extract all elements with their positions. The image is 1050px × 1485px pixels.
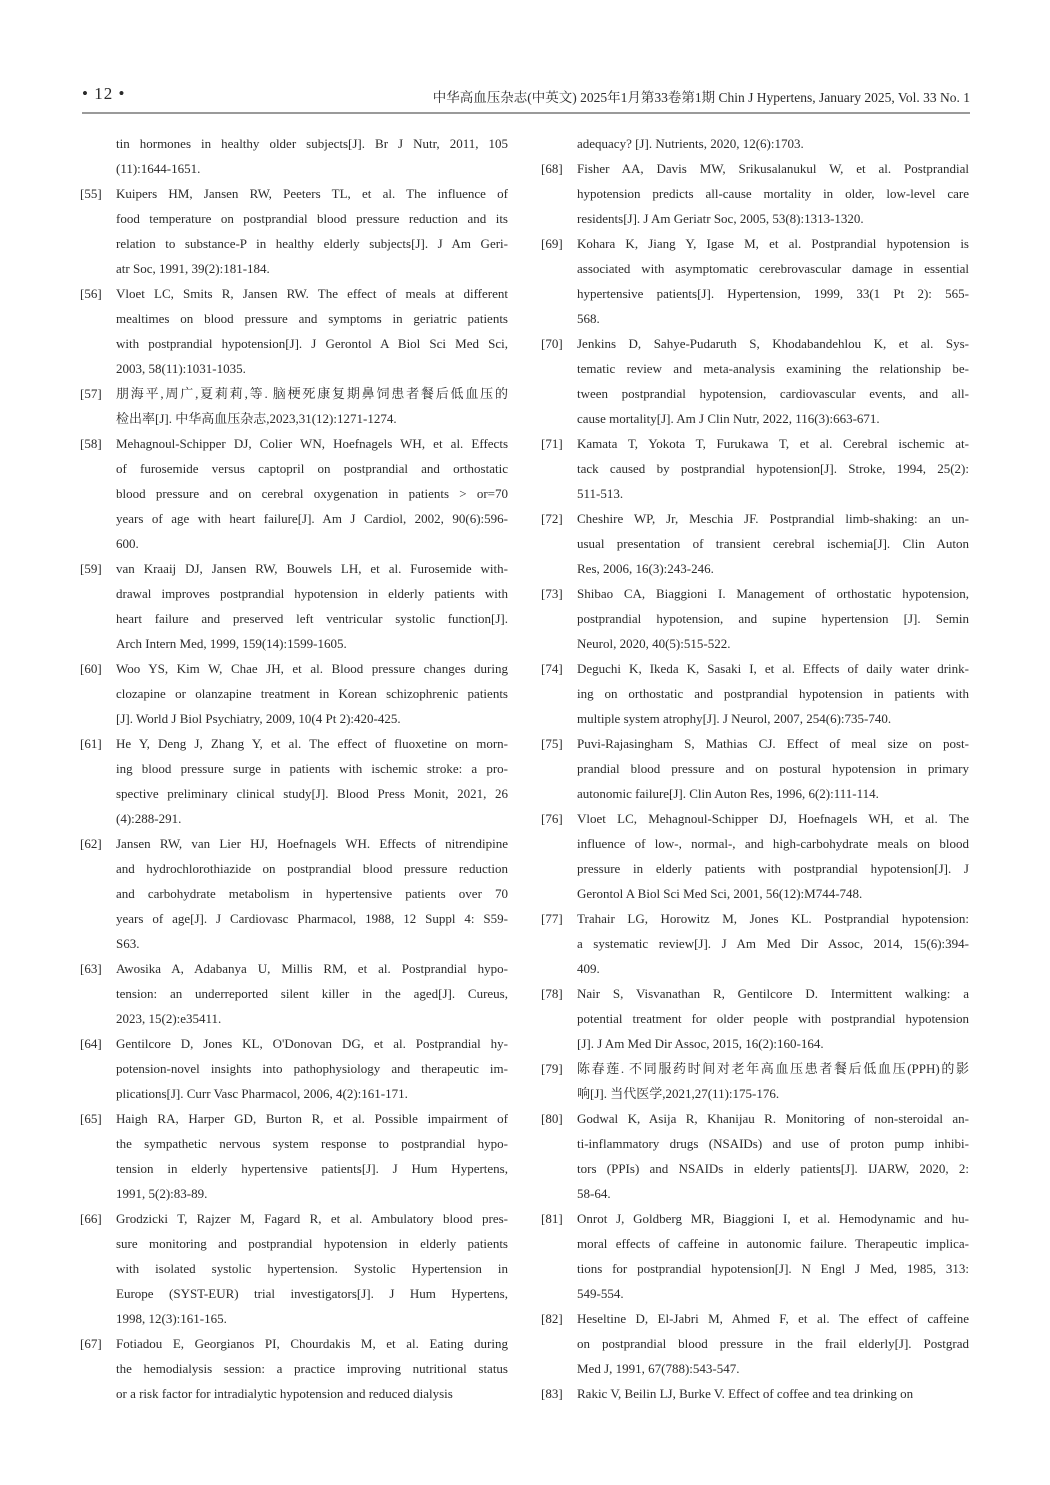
reference-item [541,1056,969,1106]
reference-text-line: Gentilcore D, Jones KL, O'Donovan DG, et al. Postprandial hy- [116,1036,508,1051]
reference-text-line: van Kraaij DJ, Jansen RW, Bouwels LH, et al. Furosemide with- [116,561,508,576]
reference-number: [70] [541,336,563,351]
reference-text-line: hypertensive patients[J]. Hypertension, 1999, 33(1 Pt 2): 565- [577,286,969,301]
reference-item [80,831,508,956]
reference-item [80,1206,508,1331]
reference-number: [65] [80,1111,102,1126]
reference-number: [63] [80,961,102,976]
reference-text-line: ing blood pressure surge in patients with ischemic stroke: a pro- [116,761,508,776]
reference-text-line: Shibao CA, Biaggioni I. Management of orthostatic hypotension, [577,586,969,601]
reference-text-line: tension in elderly hypertensive patients[J]. J Hum Hypertens, [116,1161,508,1176]
reference-text-line: 1998, 12(3):161-165. [116,1311,227,1326]
reference-item [541,656,969,731]
reference-item [80,1031,508,1106]
reference-item [80,1106,508,1206]
reference-text-line: Cheshire WP, Jr, Meschia JF. Postprandial limb-shaking: an un- [577,511,969,526]
reference-number: [58] [80,436,102,451]
reference-text-line: spective preliminary clinical study[J]. Blood Press Monit, 2021, 26 [116,786,508,801]
reference-text-line: Kohara K, Jiang Y, Igase M, et al. Postprandial hypotension is [577,236,969,251]
reference-text-line: pressure in elderly patients with postprandial hypotension[J]. J [577,861,969,876]
reference-item [541,906,969,981]
reference-text-line: tin hormones in healthy older subjects[J]. Br J Nutr, 2011, 105 [116,136,508,151]
reference-item [541,1306,969,1381]
reference-text-line: Neurol, 2020, 40(5):515-522. [577,636,731,651]
reference-text-line: with isolated systolic hypertension. Systolic Hypertension in [116,1261,508,1276]
reference-text-line: Med J, 1991, 67(788):543-547. [577,1361,740,1376]
reference-text-line: 2003, 58(11):1031-1035. [116,361,246,376]
reference-item [541,981,969,1056]
reference-text-line: 2023, 15(2):e35411. [116,1011,222,1026]
reference-text-line: 响[J]. 当代医学,2021,27(11):175-176. [577,1086,780,1101]
reference-text-line: potension-novel insights into pathophysiology and therapeutic im- [116,1061,508,1076]
reference-item [80,556,508,656]
reference-text-line: the hemodialysis session: a practice improving nutritional status [116,1361,508,1376]
reference-text-line: Woo YS, Kim W, Chae JH, et al. Blood pressure changes during [116,661,508,676]
reference-text-line: tematic review and meta-analysis examining the relationship be- [577,361,969,376]
reference-number: [83] [541,1386,563,1401]
reference-text-line: on postprandial blood pressure in the frail elderly[J]. Postgrad [577,1336,969,1351]
reference-text-line: relation to substance-P in healthy elderly subjects[J]. J Am Geri- [116,236,508,251]
reference-number: [55] [80,186,102,201]
reference-number: [67] [80,1336,102,1351]
reference-item [541,231,969,331]
reference-text-line: He Y, Deng J, Zhang Y, et al. The effect of fluoxetine on morn- [116,736,508,751]
reference-text-line: years of age with heart failure[J]. Am J Cardiol, 2002, 90(6):596- [116,511,508,526]
reference-item [80,956,508,1031]
reference-number: [56] [80,286,102,301]
reference-text-line: Deguchi K, Ikeda K, Sasaki I, et al. Effects of daily water drink- [577,661,969,676]
reference-number: [79] [541,1061,563,1076]
reference-text-line: tween postprandial hypotension, cardiovascular events, and all- [577,386,969,401]
reference-item [541,506,969,581]
reference-text-line: 511-513. [577,486,624,501]
reference-text-line: ing on orthostatic and postprandial hypotension in patients with [577,686,969,701]
reference-text-line: the sympathetic nervous system response to postprandial hypo- [116,1136,508,1151]
reference-number: [80] [541,1111,563,1126]
reference-number: [71] [541,436,563,451]
reference-number: [62] [80,836,102,851]
reference-text-line: Mehagnoul-Schipper DJ, Colier WN, Hoefnagels WH, et al. Effects [116,436,508,451]
reference-number: [60] [80,661,102,676]
reference-text-line: [J]. J Am Med Dir Assoc, 2015, 16(2):160-164. [577,1036,824,1051]
reference-text-line: Kuipers HM, Jansen RW, Peeters TL, et al. The influence of [116,186,508,201]
reference-text-line: Kamata T, Yokota T, Furukawa T, et al. Cerebral ischemic at- [577,436,969,451]
reference-item [541,331,969,431]
reference-text-line: Awosika A, Adabanya U, Millis RM, et al. Postprandial hypo- [116,961,508,976]
reference-item [80,281,508,381]
reference-text-line: Puvi-Rajasingham S, Mathias CJ. Effect of meal size on post- [577,736,969,751]
reference-text-line: tors (PPIs) and NSAIDs in elderly patients[J]. IJARW, 2020, 2: [577,1161,969,1176]
reference-text-line: drawal improves postprandial hypotension in elderly patients with [116,586,508,601]
reference-text-line: associated with asymptomatic cerebrovascular damage in essential [577,261,969,276]
reference-text-line: 1991, 5(2):83-89. [116,1186,208,1201]
reference-text-line: hypotension predicts all-cause mortality in older, low-level care [577,186,969,201]
reference-text-line: 检出率[J]. 中华高血压杂志,2023,31(12):1271-1274. [116,411,397,426]
reference-text-line: blood pressure and on cerebral oxygenation in patients > or=70 [116,486,508,501]
reference-text-line: 58-64. [577,1186,611,1201]
reference-text-line: Jansen RW, van Lier HJ, Hoefnagels WH. Effects of nitrendipine [116,836,508,851]
reference-number: [66] [80,1211,102,1226]
reference-text-line: 600. [116,536,139,551]
reference-number: [68] [541,161,563,176]
reference-text-line: potential treatment for older people with postprandial hypotension [577,1011,969,1026]
reference-item [80,381,508,431]
reference-item [541,1106,969,1206]
reference-item [541,131,969,156]
reference-text-line: Arch Intern Med, 1999, 159(14):1599-1605. [116,636,347,651]
reference-text-line: prandial blood pressure and on postural hypotension in primary [577,761,969,776]
reference-text-line: Trahair LG, Horowitz M, Jones KL. Postprandial hypotension: [577,911,969,926]
reference-item [541,156,969,231]
reference-text-line: usual presentation of transient cerebral ischemia[J]. Clin Auton [577,536,969,551]
header-rule [82,112,970,114]
reference-text-line: of furosemide versus captopril on postprandial and orthostatic [116,461,508,476]
reference-item [541,1206,969,1306]
reference-text-line: years of age[J]. J Cardiovasc Pharmacol, 1988, 12 Suppl 4: S59- [116,911,508,926]
reference-text-line: plications[J]. Curr Vasc Pharmacol, 2006, 4(2):161-171. [116,1086,408,1101]
reference-text-line: ti-inflammatory drugs (NSAIDs) and use of proton pump inhibi- [577,1136,969,1151]
reference-text-line: Godwal K, Asija R, Khanijau R. Monitoring of non-steroidal an- [577,1111,969,1126]
reference-item [80,1331,508,1406]
reference-item [80,181,508,281]
reference-text-line: Vloet LC, Smits R, Jansen RW. The effect of meals at different [116,286,508,301]
reference-text-line: 409. [577,961,600,976]
reference-text-line: Vloet LC, Mehagnoul-Schipper DJ, Hoefnagels WH, et al. The [577,811,969,826]
reference-text-line: tack caused by postprandial hypotension[J]. Stroke, 1994, 25(2): [577,461,969,476]
reference-text-line: S63. [116,936,140,951]
reference-text-line: 陈春莲. 不同服药时间对老年高血压患者餐后低血压(PPH)的影 [577,1061,969,1076]
reference-text-line: food temperature on postprandial blood pressure reduction and its [116,211,508,226]
reference-text-line: Onrot J, Goldberg MR, Biaggioni I, et al. Hemodynamic and hu- [577,1211,969,1226]
reference-text-line: tension: an underreported silent killer in the aged[J]. Cureus, [116,986,508,1001]
reference-number: [57] [80,386,102,401]
journal-citation-line: 中华高血压杂志(中英文) 2025年1月第33卷第1期 Chin J Hypertens, January 2025, Vol. 33 No. 1 [432,90,970,105]
reference-number: [61] [80,736,102,751]
reference-number: [78] [541,986,563,1001]
reference-text-line: sure monitoring and postprandial hypotension in elderly patients [116,1236,508,1251]
reference-item [80,656,508,731]
reference-item [541,581,969,656]
reference-number: [82] [541,1311,563,1326]
reference-text-line: Rakic V, Beilin LJ, Burke V. Effect of coffee and tea drinking on [577,1386,914,1401]
reference-text-line: adequacy? [J]. Nutrients, 2020, 12(6):1703. [577,136,804,151]
reference-text-line: cause mortality[J]. Am J Clin Nutr, 2022, 116(3):663-671. [577,411,880,426]
reference-text-line: postprandial hypotension, and supine hypertension [J]. Semin [577,611,969,626]
reference-number: [69] [541,236,563,251]
reference-text-line: tions for postprandial hypotension[J]. N Engl J Med, 1985, 313: [577,1261,969,1276]
reference-number: [77] [541,911,563,926]
reference-text-line: Europe (SYST-EUR) trial investigators[J]. J Hum Hypertens, [116,1286,508,1301]
reference-number: [73] [541,586,563,601]
reference-text-line: Grodzicki T, Rajzer M, Fagard R, et al. Ambulatory blood pres- [116,1211,508,1226]
reference-text-line: a systematic review[J]. J Am Med Dir Assoc, 2014, 15(6):394- [577,936,969,951]
reference-text-line: heart failure and preserved left ventricular systolic function[J]. [116,611,508,626]
reference-column-right [541,131,969,1406]
reference-text-line: Haigh RA, Harper GD, Burton R, et al. Possible impairment of [116,1111,508,1126]
reference-text-line: Nair S, Visvanathan R, Gentilcore D. Intermittent walking: a [577,986,969,1001]
reference-text-line: 549-554. [577,1286,624,1301]
reference-text-line: with postprandial hypotension[J]. J Gerontol A Biol Sci Med Sci, [116,336,508,351]
reference-number: [64] [80,1036,102,1051]
reference-text-line: [J]. World J Biol Psychiatry, 2009, 10(4 Pt 2):420-425. [116,711,401,726]
reference-text-line: Gerontol A Biol Sci Med Sci, 2001, 56(12):M744-748. [577,886,863,901]
reference-text-line: (4):288-291. [116,811,182,826]
reference-text-line: clozapine or olanzapine treatment in Korean schizophrenic patients [116,686,508,701]
page-number: • 12 • [82,84,126,103]
reference-number: [59] [80,561,102,576]
reference-text-line: autonomic failure[J]. Clin Auton Res, 1996, 6(2):111-114. [577,786,879,801]
reference-number: [74] [541,661,563,676]
reference-text-line: moral effects of caffeine in autonomic failure. Therapeutic implica- [577,1236,969,1251]
reference-text-line: multiple system atrophy[J]. J Neurol, 2007, 254(6):735-740. [577,711,892,726]
reference-text-line: and carbohydrate metabolism in hypertensive patients over 70 [116,886,508,901]
reference-text-line: Fotiadou E, Georgianos PI, Chourdakis M, et al. Eating during [116,1336,508,1351]
reference-item [541,806,969,906]
reference-column-left [80,131,508,1406]
reference-text-line: Res, 2006, 16(3):243-246. [577,561,714,576]
reference-text-line: Heseltine D, El-Jabri M, Ahmed F, et al. The effect of caffeine [577,1311,969,1326]
reference-text-line: 朋海平,周广,夏莉莉,等. 脑梗死康复期鼻饲患者餐后低血压的 [116,386,508,401]
reference-text-line: and hydrochlorothiazide on postprandial blood pressure reduction [116,861,508,876]
reference-text-line: atr Soc, 1991, 39(2):181-184. [116,261,270,276]
reference-text-line: residents[J]. J Am Geriatr Soc, 2005, 53(8):1313-1320. [577,211,864,226]
reference-text-line: Jenkins D, Sahye-Pudaruth S, Khodabandehlou K, et al. Sys- [577,336,969,351]
reference-item [541,431,969,506]
reference-item [80,431,508,556]
running-header [82,84,970,108]
reference-item [80,131,508,181]
reference-text-line: mealtimes on blood pressure and symptoms in geriatric patients [116,311,508,326]
reference-number: [72] [541,511,563,526]
reference-number: [81] [541,1211,563,1226]
reference-text-line: Fisher AA, Davis MW, Srikusalanukul W, et al. Postprandial [577,161,969,176]
reference-text-line: 568. [577,311,600,326]
reference-text-line: or a risk factor for intradialytic hypotension and reduced dialysis [116,1386,453,1401]
reference-item [80,731,508,831]
reference-text-line: influence of low-, normal-, and high-carbohydrate meals on blood [577,836,969,851]
reference-text-line: (11):1644-1651. [116,161,201,176]
reference-item [541,731,969,806]
reference-number: [76] [541,811,563,826]
reference-item [541,1381,969,1406]
reference-number: [75] [541,736,563,751]
